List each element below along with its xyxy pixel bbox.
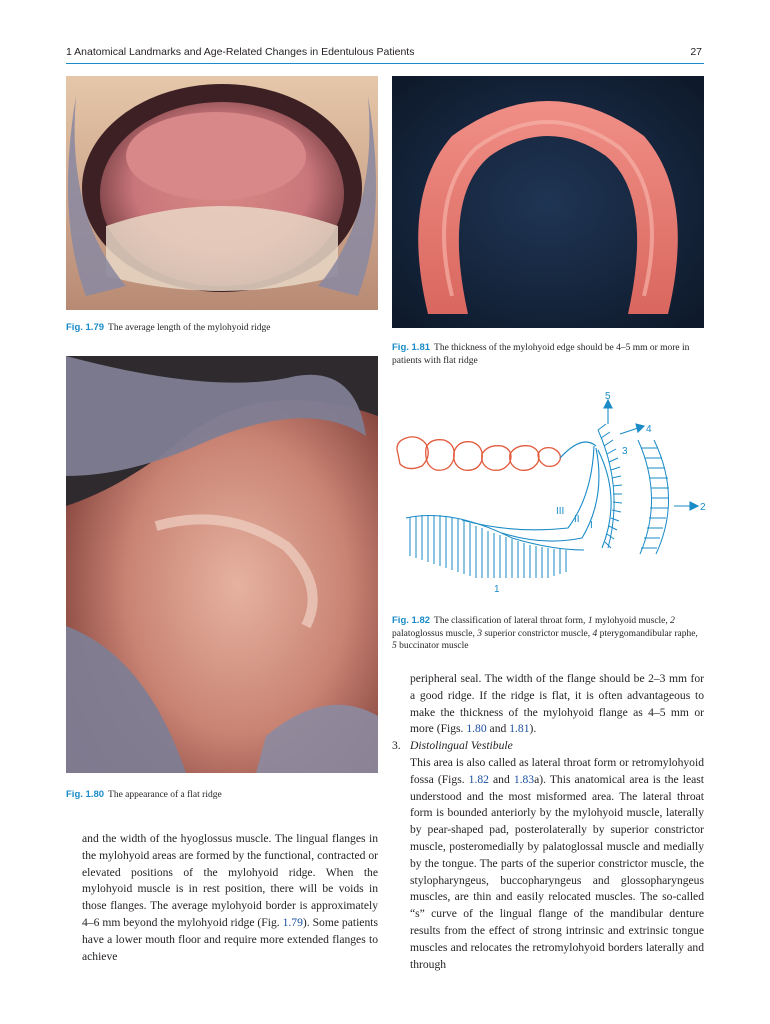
text-run: a). This anatomical area is the least understood and the most misformed area. The lateral throat form is bounded anteriorly by the mylohyoid muscle, laterally by pear-shaped pad, posterolaterally by superior constrictor muscle, posteromedially by palatoglossal muscle and medially by the tongue. The parts of the superior constrictor muscle, the stylopharyngeus, buccopharyngeus and glossopharyngeus muscles, are thin and easily relocated muscles. The so-called “s” curve of the lingual flange of the mandibular denture results from the effect of strong intrinsic and extrinsic tongue muscles and relocates the retromylohyoid borders laterally and through [410, 772, 704, 971]
figure-1-81-caption [392, 342, 704, 367]
figure-1-79-photo [66, 76, 378, 310]
caption-text: The appearance of a flat ridge [108, 790, 222, 800]
running-header [66, 44, 704, 60]
caption-number: 3 [477, 628, 482, 639]
page-number: 27 [690, 46, 702, 58]
caption-text: The thickness of the mylohyoid edge should be 4–5 mm or more in patients with flat ridge [392, 343, 690, 366]
header-rule [66, 63, 704, 64]
diagram-label-I: I [590, 520, 593, 531]
figure-ref-link[interactable]: 1.82 [468, 772, 489, 786]
caption-text: palatoglossus muscle, [392, 628, 478, 639]
teeth-outline [397, 437, 560, 470]
figure-label: Fig. 1.79 [66, 322, 105, 333]
figure-label: Fig. 1.81 [392, 342, 431, 353]
palatoglossus-band [638, 440, 669, 554]
list-item-heading [392, 738, 704, 755]
figure-1-80-caption [66, 789, 378, 802]
caption-number: 2 [670, 616, 675, 626]
caption-text: superior constrictor muscle, [481, 628, 593, 639]
diagram-label-III: III [556, 506, 565, 517]
caption-number: 5 [392, 641, 397, 651]
figure-ref-link[interactable]: 1.80 [466, 722, 487, 736]
text-run: peripheral seal. The width of the flange should be 2–3 mm for a good ridge. If the ridge is flat, it is often advantageous to make the thickness of the mylohyoid flange as 4–5 mm or more (Figs. [410, 672, 704, 736]
figure-ref-link[interactable]: 1.81 [509, 722, 530, 736]
mylohyoid-hatch [406, 515, 584, 578]
chapter-title: 1 Anatomical Landmarks and Age-Related Changes in Edentulous Patients [66, 46, 415, 58]
text-run: This area is also called as lateral throat form or retromylohyoid fossa (Figs. [410, 756, 704, 786]
diagram-label-5: 5 [605, 391, 611, 402]
figure-1-81-photo [392, 76, 704, 328]
list-title: Distolingual Vestibule [410, 739, 513, 752]
text-run: ). [529, 722, 537, 736]
caption-text: pterygomandibular raphe, [597, 628, 698, 639]
text-run: and the width of the hyoglossus muscle. The lingual flanges in the mylohyoid areas are formed by the functional, contracted or elevated positions of the mylohyoid ridge. When the mylohyoid muscle is in rest position, there will be voids in those flanges. The average mylohyoid border is approximately 4–6 mm beyond the mylohyoid ridge (Fig. [82, 832, 378, 929]
paragraph [410, 755, 704, 973]
diagram-label-II: II [574, 514, 580, 525]
throat-form-curves [462, 446, 611, 548]
figure-ref-link[interactable]: 1.79 [282, 915, 303, 929]
right-column-paragraph-1 [410, 671, 704, 738]
paragraph [82, 831, 378, 965]
diagram-label-1: 1 [494, 584, 500, 595]
text-run: and [488, 772, 514, 786]
diagram-label-2: 2 [700, 502, 706, 513]
figure-label: Fig. 1.80 [66, 789, 105, 800]
caption-text: mylohyoid muscle, [592, 616, 671, 626]
figure-1-82-caption [392, 615, 704, 653]
paragraph [410, 671, 704, 738]
caption-number: 1 [587, 616, 593, 626]
figure-ref-link[interactable]: 1.83 [513, 772, 535, 786]
diagram-label-3: 3 [622, 446, 628, 457]
left-column-text [82, 831, 378, 965]
diagram-label-4: 4 [646, 424, 652, 435]
caption-number: 4 [592, 628, 598, 639]
figure-1-82-diagram [392, 388, 712, 600]
list-number: 3. [392, 739, 401, 752]
figure-label: Fig. 1.82 [392, 615, 431, 626]
text-run: and [486, 722, 510, 736]
caption-text: buccinator muscle [396, 641, 469, 651]
caption-text: The classification of lateral throat form, [434, 616, 588, 626]
text-run: ). Some patients have a lower mouth floor and require more extended flanges to achieve [82, 915, 378, 963]
figure-1-79-caption [66, 322, 378, 335]
figure-1-80-photo [66, 356, 378, 773]
right-column-paragraph-2 [410, 755, 704, 973]
caption-text: The average length of the mylohyoid ridge [108, 323, 271, 333]
